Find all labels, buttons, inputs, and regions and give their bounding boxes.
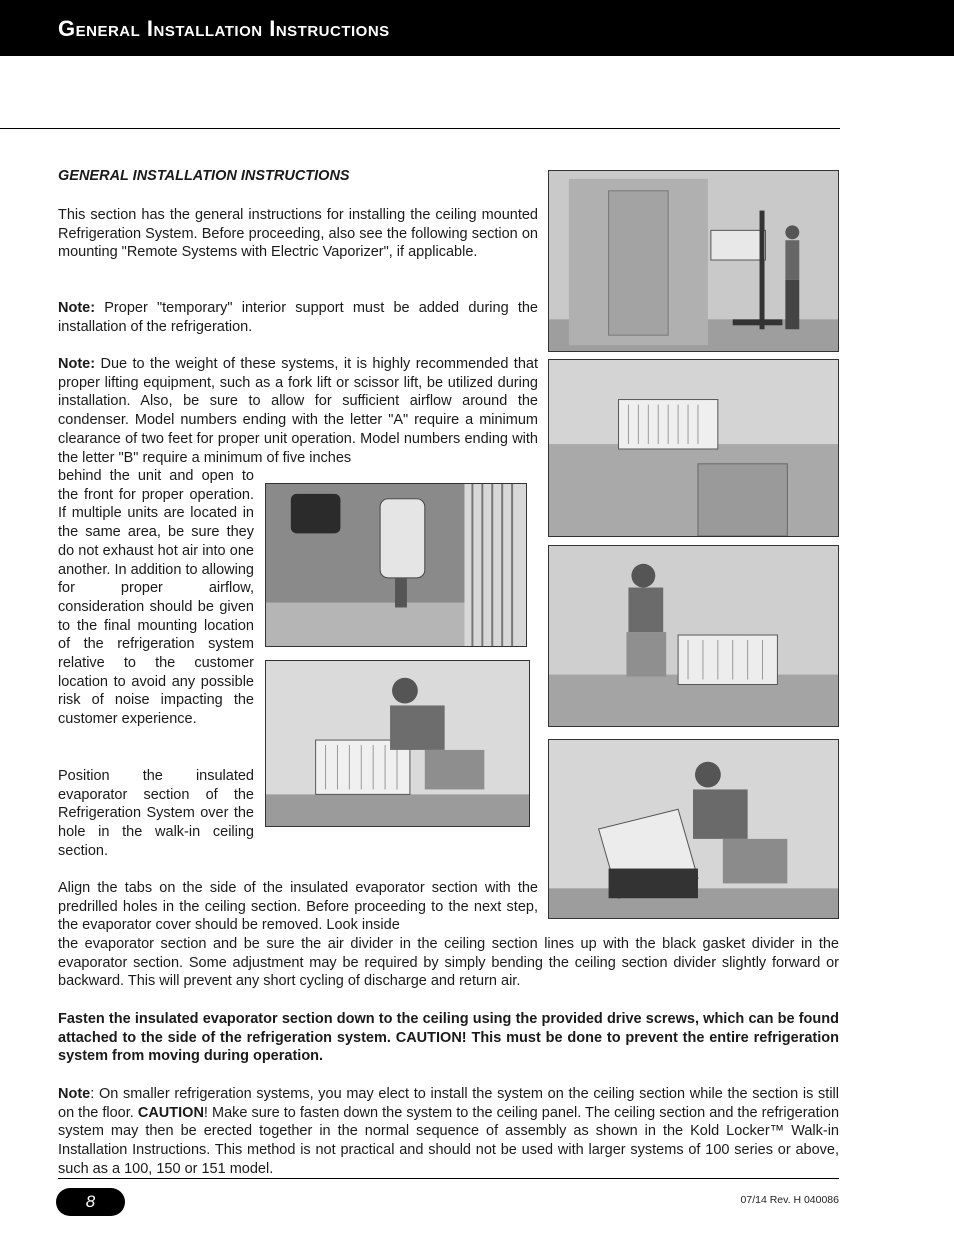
position-paragraph: Position the insulated evaporator section of the Refrigeration System over the hole in the walk-in ceiling section.: [58, 768, 254, 859]
note-text: : On smaller refrigeration systems, you may elect to install the system on the ceiling section while the section is still on the floor.: [58, 1086, 839, 1121]
page-number: 8: [56, 1188, 125, 1216]
align-paragraph-end: the evaporator section and be sure the air divider in the ceiling section lines up with the black gasket divider in the evaporator section. Some adjustment may be required by simply bending the ceiling section divider slightly forward or backward. This will prevent any short cycling of discharge and return air.: [58, 936, 839, 990]
section-title: GENERAL INSTALLATION INSTRUCTIONS: [58, 168, 350, 184]
note-text: Proper "temporary" interior support must be added during the installation of the refrigeration.: [58, 300, 538, 335]
header-divider: [0, 128, 840, 129]
note-label: Note: [58, 1086, 91, 1102]
intro-paragraph: This section has the general instructions for installing the ceiling mounted Refrigeration System. Before proceeding, also see the following section on mounting "Remote Systems with Electric Vaporizer", if applicable.: [58, 207, 538, 261]
note-temporary-support: [58, 299, 538, 336]
align-paragraph-start: Align the tabs on the side of the insulated evaporator section with the predrilled holes in the ceiling section. Before proceeding to the next step, the evaporator cover should be removed. Look inside: [58, 880, 538, 934]
note-label: Note:: [58, 300, 96, 316]
note-text: Due to the weight of these systems, it is highly recommended that proper lifting equipment, such as a fork lift or scissor lift, be utilized during installation. Also, be sure to allow for sufficient airflow around the condenser. Model numbers ending with the letter "A" require a minimum clearance of two feet for proper unit operation. Model numbers ending with the letter "B" require a minimum of five inches: [58, 356, 538, 466]
note-smaller-systems: [58, 1085, 839, 1179]
photo-positioning-unit: [548, 545, 839, 727]
photo-evaporator-cover: [548, 739, 839, 919]
photo-walkin-lift: [548, 170, 839, 352]
note-label: Note:: [58, 356, 96, 372]
note-lifting-equipment: [58, 355, 538, 467]
footer-divider: [58, 1178, 839, 1179]
photo-drill-screw: [265, 483, 527, 647]
note-text: ! Make sure to fasten down the system to the ceiling panel. The ceiling section and the refrigeration system may then be erected together in the normal sequence of assembly as shown in the Kold Locker™ Walk-in Installation Instructions. This method is not practical and should not be used with larger systems of 100 series or above, such as a 100, 150 or 151 model.: [58, 1104, 840, 1177]
page-title: General Installation Instructions: [58, 16, 390, 41]
airflow-paragraph: behind the unit and open to the front for proper operation. If multiple units are located in the same area, be sure they do not exhaust hot air into one another. In addition to allowing for proper airflow, consideration should be given to the final mounting location of the refrigeration system relative to the customer location to avoid any possible risk of noise impacting the customer experience.: [58, 468, 254, 728]
header-bar: [0, 0, 954, 56]
revision-label: 07/14 Rev. H 040086: [740, 1194, 839, 1206]
photo-unit-on-ceiling: [548, 359, 839, 537]
fasten-paragraph: Fasten the insulated evaporator section down to the ceiling using the provided drive screws, which can be found attached to the side of the refrigeration system. CAUTION! This must be done to prevent the entire refrigeration system from moving during operation.: [58, 1011, 839, 1065]
caution-label: CAUTION: [137, 1104, 204, 1121]
photo-kneeling-evaporator: [265, 660, 530, 827]
